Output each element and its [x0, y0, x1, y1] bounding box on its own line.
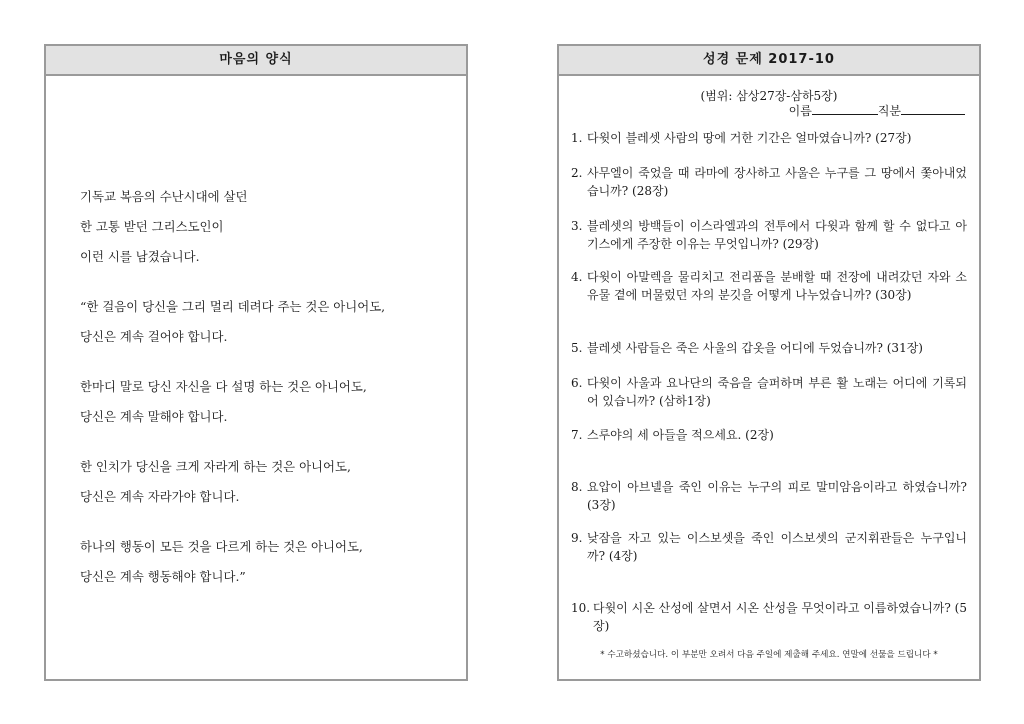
poem-line: “한 걸음이 당신을 그리 멀리 데려다 주는 것은 아니어도,: [80, 299, 386, 314]
question-item: [571, 374, 967, 410]
submission-note: * 수고하셨습니다. 이 부분만 오려서 다음 주일에 제출해 주세요. 연말에 선물을 드립니다 *: [600, 650, 938, 660]
question-text: 블레셋의 방백들이 이스라엘과의 전투에서 다윗과 함께 할 수 없다고 아기스에게 주장한 이유는 무엇입니까? (29장): [587, 219, 967, 251]
name-label: 이름: [788, 104, 812, 118]
quiz-range: (범위: 삼상27장-삼하5장): [700, 89, 838, 103]
quiz-title: 성경 문제 2017-10: [559, 46, 979, 76]
poem-line: 하나의 행동이 모든 것을 다르게 하는 것은 아니어도,: [80, 539, 363, 554]
question-text: 요압이 아브넬을 죽인 이유는 누구의 피로 말미암음이라고 하였습니까? (3장): [587, 480, 967, 512]
question-item: [571, 164, 967, 200]
question-number: 4.: [571, 270, 583, 284]
meditation-panel: [44, 44, 468, 681]
question-number: 9.: [571, 531, 583, 545]
question-item: [571, 268, 967, 304]
question-number: 5.: [571, 341, 583, 355]
poem-line: 한 고통 받던 그리스도인이: [80, 219, 224, 234]
question-item: [571, 217, 967, 253]
question-item: [571, 599, 967, 635]
poem-line: 한마디 말로 당신 자신을 다 설명 하는 것은 아니어도,: [80, 379, 367, 394]
poem-line: 한 인치가 당신을 크게 자라게 하는 것은 아니어도,: [80, 459, 351, 474]
question-item: [571, 529, 967, 565]
meditation-title: 마음의 양식: [46, 46, 466, 76]
poem: [80, 182, 452, 592]
question-number: 1.: [571, 131, 583, 145]
quiz-panel: [557, 44, 981, 681]
question-text: 다윗이 아말렉을 물리치고 전리품을 분배할 때 전장에 내려갔던 자와 소유물 곁에 머물렀던 자의 분깃을 어떻게 나누었습니까? (30장): [587, 270, 967, 302]
question-item: [571, 339, 967, 357]
question-number: 7.: [571, 428, 583, 442]
question-text: 블레셋 사람들은 죽은 사울의 갑옷을 어디에 두었습니까? (31장): [587, 341, 923, 355]
poem-line: 기독교 복음의 수난시대에 살던: [80, 189, 248, 204]
position-label: 직분: [877, 104, 901, 118]
name-row: [789, 103, 965, 119]
question-number: 10.: [571, 601, 591, 615]
question-text: 다윗이 시온 산성에 살면서 시온 산성을 무엇이라고 이름하였습니까? (5장): [593, 601, 967, 633]
poem-line: 당신은 계속 행동해야 합니다.”: [80, 569, 246, 584]
question-text: 스루야의 세 아들을 적으세요. (2장): [587, 428, 774, 442]
question-text: 다윗이 블레셋 사람의 땅에 거한 기간은 얼마였습니까? (27장): [587, 131, 912, 145]
question-number: 3.: [571, 219, 583, 233]
position-blank[interactable]: [901, 103, 965, 115]
question-text: 사무엘이 죽었을 때 라마에 장사하고 사울은 누구를 그 땅에서 쫓아내었습니까? (28장): [587, 166, 967, 198]
poem-line: 이런 시를 남겼습니다.: [80, 249, 200, 264]
question-item: [571, 426, 967, 444]
question-number: 2.: [571, 166, 583, 180]
poem-line: 당신은 계속 말해야 합니다.: [80, 409, 228, 424]
question-item: [571, 129, 967, 147]
poem-line: 당신은 계속 자라가야 합니다.: [80, 489, 240, 504]
question-number: 6.: [571, 376, 583, 390]
poem-line: 당신은 계속 걸어야 합니다.: [80, 329, 228, 344]
question-number: 8.: [571, 480, 583, 494]
name-blank[interactable]: [812, 103, 878, 115]
question-text: 다윗이 사울과 요나단의 죽음을 슬퍼하며 부른 활 노래는 어디에 기록되어 있습니까? (삼하1장): [587, 376, 967, 408]
question-item: [571, 478, 967, 514]
question-text: 낮잠을 자고 있는 이스보셋을 죽인 이스보셋의 군지휘관들은 누구입니까? (4장): [587, 531, 967, 563]
